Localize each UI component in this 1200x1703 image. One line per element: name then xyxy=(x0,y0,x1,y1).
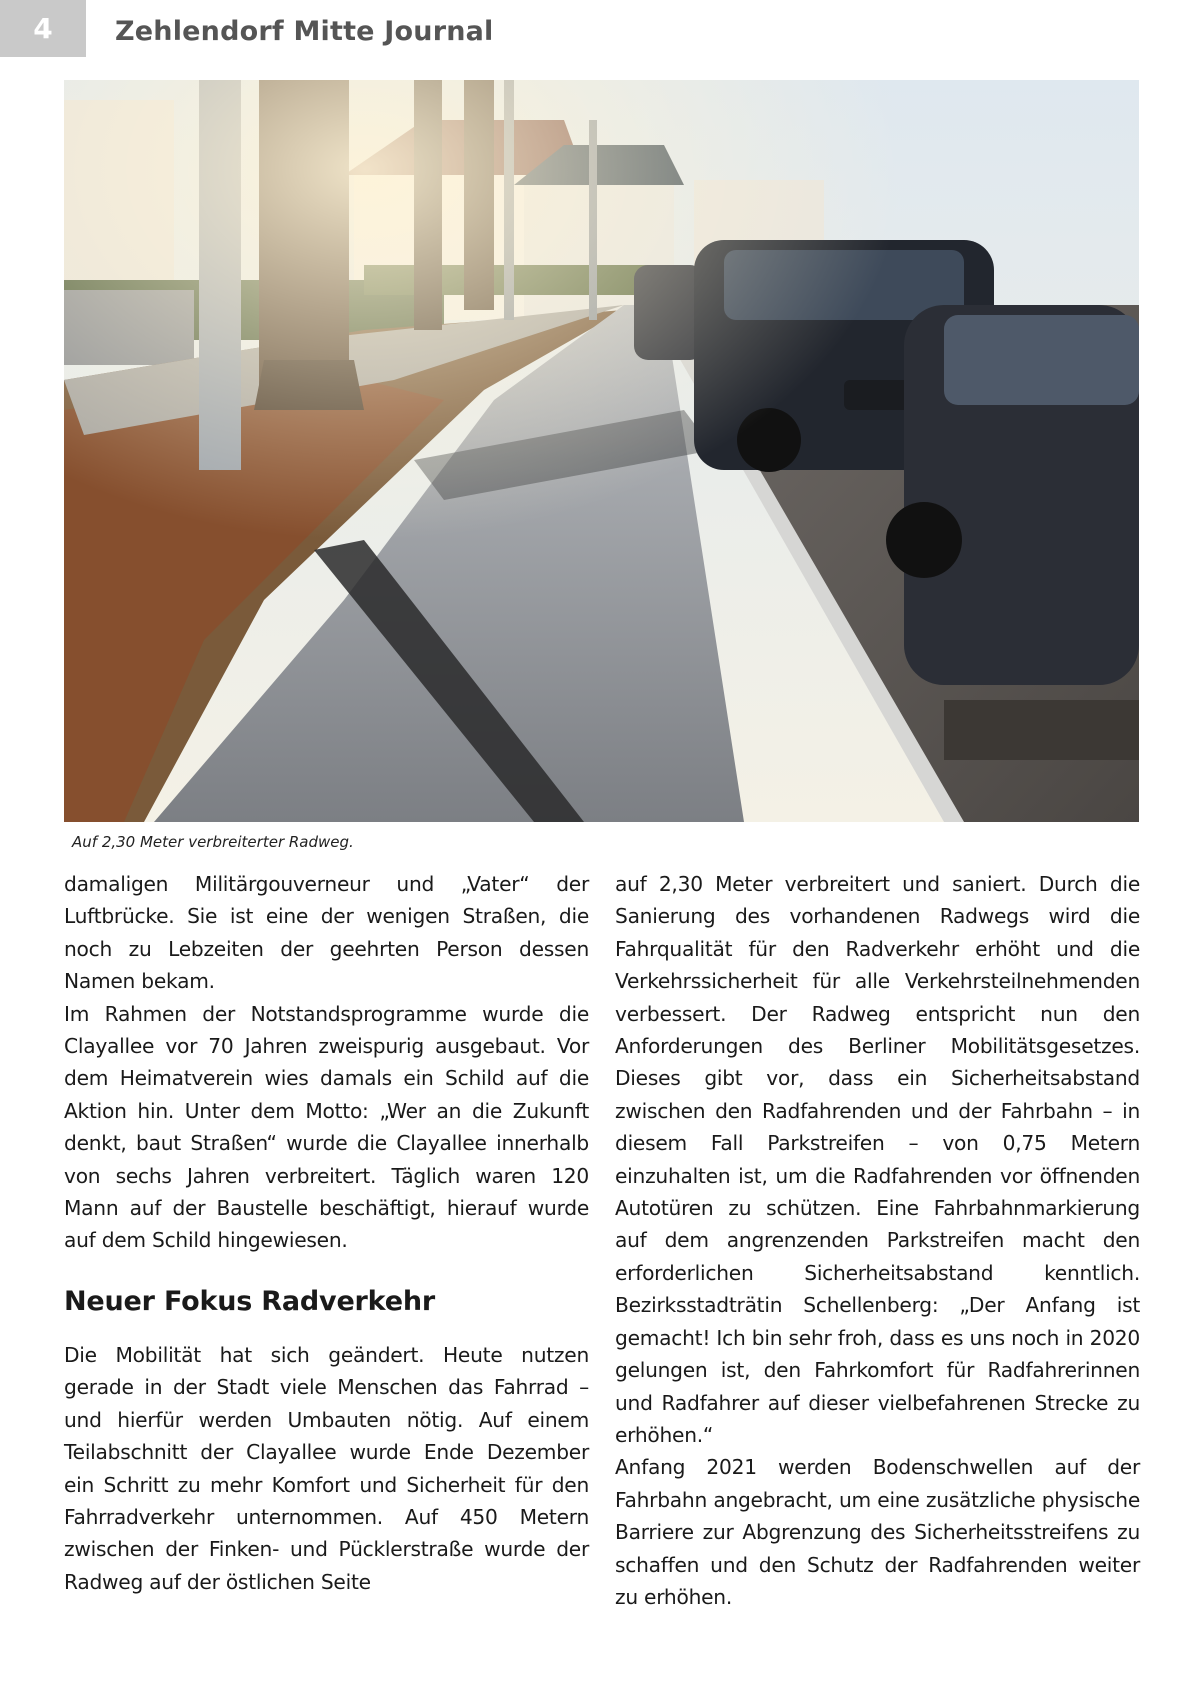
article-photo xyxy=(64,80,1139,822)
article-paragraph: Im Rahmen der Notstandsprogramme wurde die Clayallee vor 70 Jahren zweispurig ausgebaut. Vor dem Heimatverein wies damals ein Schild auf die Aktion hin. Unter dem Motto: „Wer an die Zukunft denkt, baut Straßen“ wurde die Clayallee innerhalb von sechs Jahren verbreitert. Täglich waren 120 Mann auf der Baustelle beschäftigt, hierauf wurde auf dem Schild hingewiesen. xyxy=(64,1001,589,1253)
article-column-right xyxy=(615,868,1140,1613)
page-number: 4 xyxy=(33,12,53,45)
article-paragraph: auf 2,30 Meter verbreitert und saniert. Durch die Sanierung des vorhandenen Radwegs wird die Fahrqualität für den Radverkehr erhöht und die Verkehrssicherheit für alle Verkehrsteilnehmenden verbessert. Der Radweg entspricht nun den Anforderungen des Berliner Mobilitätsgesetzes. Dieses gibt vor, dass ein Sicherheitsabstand zwischen den Radfahrenden und der Fahrbahn – in diesem Fall Parkstreifen – von 0,75 Metern einzuhalten ist, um die Radfahrenden vor öffnenden Autotüren zu schützen. Eine Fahrbahnmarkierung auf dem angrenzenden Parkstreifen macht den erforderlichen Sicherheitsabstand kenntlich. Bezirksstadträtin Schellenberg: „Der Anfang ist gemacht! Ich bin sehr froh, dass es uns noch in 2020 gelungen ist, den Fahrkomfort für Radfahrerinnen und Radfahrer auf dieser vielbefahrenen Strecke zu erhöhen.“ xyxy=(615,872,1140,1447)
photo-caption: Auf 2,30 Meter verbreiterter Radweg. xyxy=(72,833,354,851)
page-number-tab xyxy=(0,0,86,57)
article-paragraph: Die Mobilität hat sich geändert. Heute nutzen gerade in der Stadt viele Menschen das Fahrrad – und hierfür werden Umbauten nötig. Auf einem Teilabschnitt der Clayallee wurde Ende Dezember ein Schritt zu mehr Komfort und Sicherheit für den Fahrradverkehr unternommen. Auf 450 Metern zwischen der Finken- und Pücklerstraße wurde der Radweg auf der östlichen Seite xyxy=(64,1342,589,1594)
bike-path-photo-illustration xyxy=(64,80,1139,822)
journal-title: Zehlendorf Mitte Journal xyxy=(115,16,494,47)
article-paragraph: Anfang 2021 werden Bodenschwellen auf der Fahrbahn angebracht, um eine zusätzliche physische Barriere zur Abgrenzung des Sicherheitsstreifens zu schaffen und den Schutz der Radfahrenden weiter zu erhöhen. xyxy=(615,1455,1140,1609)
article-paragraph: damaligen Militärgouverneur und „Vater“ der Luftbrücke. Sie ist eine der wenigen Straßen, die noch zu Lebzeiten der geehrten Person dessen Namen bekam. xyxy=(64,872,589,994)
section-heading: Neuer Fokus Radverkehr xyxy=(64,1285,435,1317)
article-column-left xyxy=(64,868,589,1598)
